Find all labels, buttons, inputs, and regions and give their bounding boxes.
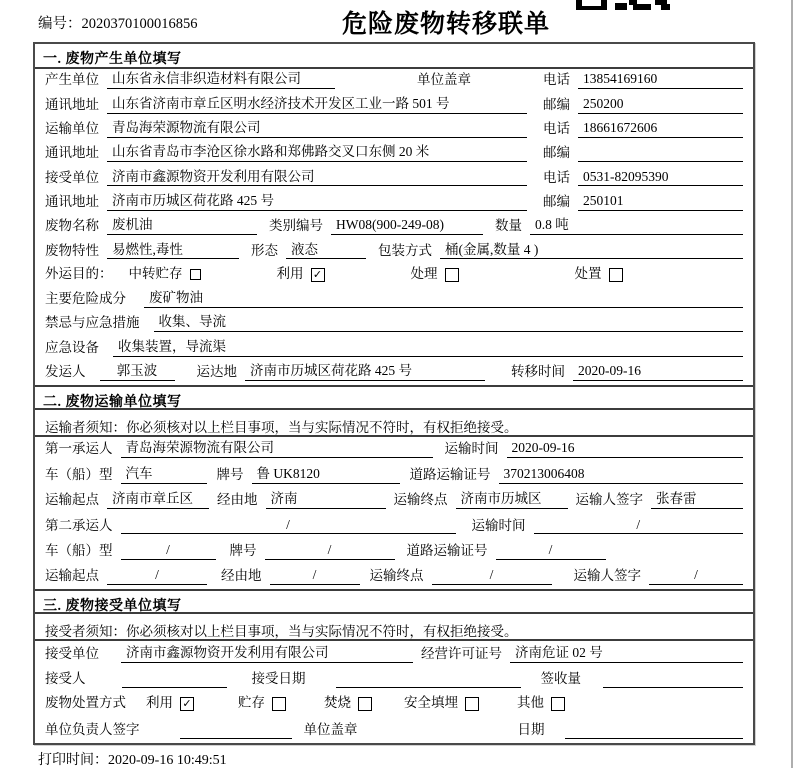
receiving-unit-label: 接受单位 xyxy=(45,645,99,661)
road-permit-value-2: / xyxy=(496,542,606,560)
disposal-method-row xyxy=(35,692,753,717)
acceptor-row xyxy=(35,667,753,692)
emergency-equipment-value: 收集装置，导流渠 xyxy=(113,339,743,357)
accept-date-label: 接受日期 xyxy=(251,671,306,687)
vehicle-type-label: 车（船）型 xyxy=(45,466,113,482)
checkbox-icon xyxy=(465,697,479,711)
checkbox-checked-icon: ✓ xyxy=(311,268,325,282)
transport-time-label: 运输时间 xyxy=(471,517,526,533)
hazard-component-value: 废矿物油 xyxy=(144,290,743,308)
qr-block xyxy=(615,3,627,10)
address-label: 通讯地址 xyxy=(45,145,99,161)
purpose-option-utilize xyxy=(277,266,325,283)
checkbox-icon xyxy=(272,697,286,711)
generator-postcode-value: 250200 xyxy=(578,96,743,114)
qr-code-fragment xyxy=(576,0,672,10)
generator-address-row xyxy=(35,93,753,117)
transporter-phone-value: 18661672606 xyxy=(578,120,743,138)
generator-unit-label: 产生单位 xyxy=(45,72,99,88)
receiver-unit-label: 接受单位 xyxy=(45,169,99,185)
date-value xyxy=(565,723,744,739)
address-label: 通讯地址 xyxy=(45,96,99,112)
date-label: 日期 xyxy=(517,721,545,737)
disposal-option-incinerate xyxy=(324,695,372,712)
transporter-unit-row xyxy=(35,118,753,142)
waste-name-row xyxy=(35,215,753,239)
row-right-group xyxy=(543,120,743,138)
hazard-component-label: 主要危险成分 xyxy=(45,291,126,307)
receiver-address-row xyxy=(35,190,753,214)
origin-value: 济南市章丘区 xyxy=(107,491,209,509)
plate-number-value: 鲁 UK8120 xyxy=(252,466,400,484)
transport-time-value: 2020-09-16 xyxy=(507,440,744,458)
accept-date-value xyxy=(336,672,521,688)
carrier-signature-label: 运输人签字 xyxy=(573,568,641,584)
checkbox-checked-icon: ✓ xyxy=(180,697,194,711)
receiver-address-value: 济南市历城区荷花路 425 号 xyxy=(107,193,527,211)
waste-name-label: 废物名称 xyxy=(45,218,99,234)
terminus-value-2: / xyxy=(432,567,552,585)
vehicle-type-value: 汽车 xyxy=(121,466,207,484)
postcode-label: 邮编 xyxy=(543,193,570,209)
transporter-notice: 运输者须知：你必须核对以上栏目事项，当与实际情况不符时，有权拒绝接受。 xyxy=(35,410,753,437)
section-generator-header: 一. 废物产生单位填写 xyxy=(35,44,753,69)
option-label: 安全填埋 xyxy=(404,695,458,711)
print-time-value: 2020-09-16 10:49:51 xyxy=(108,753,227,768)
waste-property-row xyxy=(35,239,753,263)
checkbox-icon xyxy=(609,268,623,282)
hazard-component-row xyxy=(35,288,753,312)
purpose-option-dispose xyxy=(575,266,623,283)
generator-phone-value: 13854169160 xyxy=(578,71,743,89)
transport-time-label: 运输时间 xyxy=(444,441,499,457)
vehicle-row-2 xyxy=(35,538,753,563)
emergency-equipment-row xyxy=(35,336,753,360)
origin-label: 运输起点 xyxy=(45,492,99,508)
plate-number-label: 牌号 xyxy=(216,466,244,482)
vehicle-type-value-2: / xyxy=(121,542,216,560)
carrier-signature-label: 运输人签字 xyxy=(575,492,643,508)
second-carrier-value: / xyxy=(121,517,456,535)
transfer-time-label: 转移时间 xyxy=(511,363,565,379)
plate-number-label: 牌号 xyxy=(229,542,257,558)
transporter-postcode-value xyxy=(578,146,743,162)
road-permit-value: 370213006408 xyxy=(499,466,744,484)
destination-label: 运达地 xyxy=(196,363,237,379)
road-permit-label: 道路运输证号 xyxy=(406,542,488,558)
disposal-option-landfill xyxy=(404,695,479,712)
option-label: 焚烧 xyxy=(324,695,351,711)
option-label: 贮存 xyxy=(238,695,265,711)
disposal-option-store xyxy=(238,695,286,712)
emergency-measures-value: 收集、导流 xyxy=(154,314,744,332)
receiver-notice: 接受者须知：你必须核对以上栏目事项，当与实际情况不符时，有权拒绝接受。 xyxy=(35,614,753,641)
phone-label: 电话 xyxy=(543,72,570,88)
generator-unit-row xyxy=(35,69,753,93)
row-right-group xyxy=(543,145,743,162)
transporter-address-row xyxy=(35,142,753,166)
via-label: 经由地 xyxy=(221,568,262,584)
waste-name-value: 废机油 xyxy=(107,217,257,235)
section-receiver xyxy=(35,589,753,743)
destination-value: 济南市历城区荷花路 425 号 xyxy=(245,363,485,381)
via-label: 经由地 xyxy=(217,492,258,508)
checkbox-icon xyxy=(445,268,459,282)
packaging-label: 包装方式 xyxy=(378,242,432,258)
checkbox-icon xyxy=(358,697,372,711)
responsible-signature-row xyxy=(35,717,753,742)
route-row-1 xyxy=(35,488,753,513)
consignor-label: 发运人 xyxy=(45,363,86,379)
transporter-unit-label: 运输单位 xyxy=(45,121,99,137)
manifest-form xyxy=(33,42,755,745)
second-carrier-label: 第二承运人 xyxy=(45,517,113,533)
origin-label: 运输起点 xyxy=(45,568,99,584)
origin-value-2: / xyxy=(107,567,207,585)
route-row-2 xyxy=(35,564,753,589)
purpose-option-treat xyxy=(411,266,459,283)
option-label: 处理 xyxy=(410,266,438,282)
transfer-purpose-label: 外运目的： xyxy=(45,266,113,282)
waste-property-value: 易燃性,毒性 xyxy=(107,242,239,260)
disposal-option-other xyxy=(517,695,565,712)
option-label: 处置 xyxy=(574,266,602,282)
serial-label: 编号： xyxy=(38,16,82,32)
received-quantity-value xyxy=(603,672,743,688)
checkbox-icon xyxy=(190,269,201,280)
acceptor-value xyxy=(122,672,227,688)
terminus-label: 运输终点 xyxy=(393,492,448,508)
responsible-signature-value xyxy=(180,723,292,739)
section-transporter xyxy=(35,385,753,589)
unit-seal-label: 单位盖章 xyxy=(303,721,358,737)
first-carrier-row xyxy=(35,437,753,462)
print-time-line xyxy=(38,749,227,769)
option-label: 利用 xyxy=(146,695,173,711)
terminus-value: 济南市历城区 xyxy=(456,491,568,509)
section-generator xyxy=(35,44,753,385)
second-carrier-row xyxy=(35,513,753,538)
form-state-value: 液态 xyxy=(286,242,366,260)
consignor-value: 郭玉波 xyxy=(100,363,175,381)
vehicle-row-1 xyxy=(35,462,753,487)
road-permit-label: 道路运输证号 xyxy=(409,466,491,482)
postcode-label: 邮编 xyxy=(543,96,570,112)
via-value: 济南 xyxy=(266,491,386,509)
serial-value: 2020370100016856 xyxy=(81,16,198,32)
purpose-option-storage xyxy=(129,266,201,283)
phone-label: 电话 xyxy=(543,169,570,185)
print-time-label: 打印时间： xyxy=(38,753,108,768)
section-receiver-header: 三. 废物接受单位填写 xyxy=(35,589,753,614)
packaging-value: 桶(金属,数量 4 ) xyxy=(440,242,743,260)
quantity-value: 0.8 吨 xyxy=(530,217,743,235)
disposal-method-label: 废物处置方式 xyxy=(45,695,126,711)
address-label: 通讯地址 xyxy=(45,193,99,209)
via-value-2: / xyxy=(270,567,360,585)
row-right-group xyxy=(543,71,743,89)
receiving-unit-row xyxy=(35,641,753,666)
category-code-label: 类别编号 xyxy=(269,218,323,234)
waste-property-label: 废物特性 xyxy=(45,242,99,258)
receiver-postcode-value: 250101 xyxy=(578,193,743,211)
qr-block xyxy=(661,4,670,10)
terminus-label: 运输终点 xyxy=(369,568,424,584)
option-label: 中转贮存 xyxy=(128,266,183,282)
option-label: 其他 xyxy=(517,695,544,711)
disposal-option-utilize xyxy=(146,695,194,712)
page-edge-line xyxy=(791,0,793,768)
category-code-value: HW08(900-249-08) xyxy=(331,217,483,235)
received-quantity-label: 签收量 xyxy=(540,671,581,687)
transfer-time-value: 2020-09-16 xyxy=(573,363,743,381)
checkbox-icon xyxy=(551,697,565,711)
acceptor-label: 接受人 xyxy=(45,671,86,687)
qr-block xyxy=(601,0,607,10)
qr-block xyxy=(633,4,651,10)
first-carrier-value: 青岛海荣源物流有限公司 xyxy=(121,440,433,458)
responsible-signature-label: 单位负责人签字 xyxy=(45,721,140,737)
generator-unit-value: 山东省永信非织造材料有限公司 xyxy=(107,71,335,89)
receiving-unit-value: 济南市鑫源物资开发利用有限公司 xyxy=(121,645,413,663)
row-right-group xyxy=(543,169,743,187)
transporter-address-value: 山东省青岛市李沧区徐水路和郑佛路交叉口东侧 20 米 xyxy=(107,144,527,162)
vehicle-type-label: 车（船）型 xyxy=(45,542,113,558)
plate-number-value-2: / xyxy=(265,542,395,560)
form-state-label: 形态 xyxy=(251,242,278,258)
postcode-label: 邮编 xyxy=(543,145,570,161)
generator-address-value: 山东省济南市章丘区明水经济技术开发区工业一路 501 号 xyxy=(107,96,527,114)
option-label: 利用 xyxy=(276,266,304,282)
section-transporter-header: 二. 废物运输单位填写 xyxy=(35,385,753,410)
quantity-label: 数量 xyxy=(495,218,522,234)
receiver-phone-value: 0531-82095390 xyxy=(578,169,743,187)
consignor-row xyxy=(35,361,753,385)
phone-label: 电话 xyxy=(543,121,570,137)
page-title: 危险废物转移联单 xyxy=(341,11,550,38)
row-right-group xyxy=(543,96,743,114)
transport-time-value-2: / xyxy=(534,517,744,535)
transfer-purpose-row xyxy=(35,263,753,287)
license-number-value: 济南危证 02 号 xyxy=(510,645,743,663)
carrier-signature-value: 张春雷 xyxy=(651,491,743,509)
emergency-measures-row xyxy=(35,312,753,336)
unit-seal-label: 单位盖章 xyxy=(417,72,471,88)
first-carrier-label: 第一承运人 xyxy=(45,441,113,457)
receiver-unit-row xyxy=(35,166,753,190)
license-number-label: 经营许可证号 xyxy=(421,645,502,661)
emergency-equipment-label: 应急设备 xyxy=(45,339,99,355)
receiver-unit-value: 济南市鑫源物资开发利用有限公司 xyxy=(107,169,527,187)
transporter-unit-value: 青岛海荣源物流有限公司 xyxy=(107,120,527,138)
row-right-group xyxy=(543,193,743,211)
carrier-signature-value-2: / xyxy=(649,567,743,585)
emergency-measures-label: 禁忌与应急措施 xyxy=(45,315,140,331)
